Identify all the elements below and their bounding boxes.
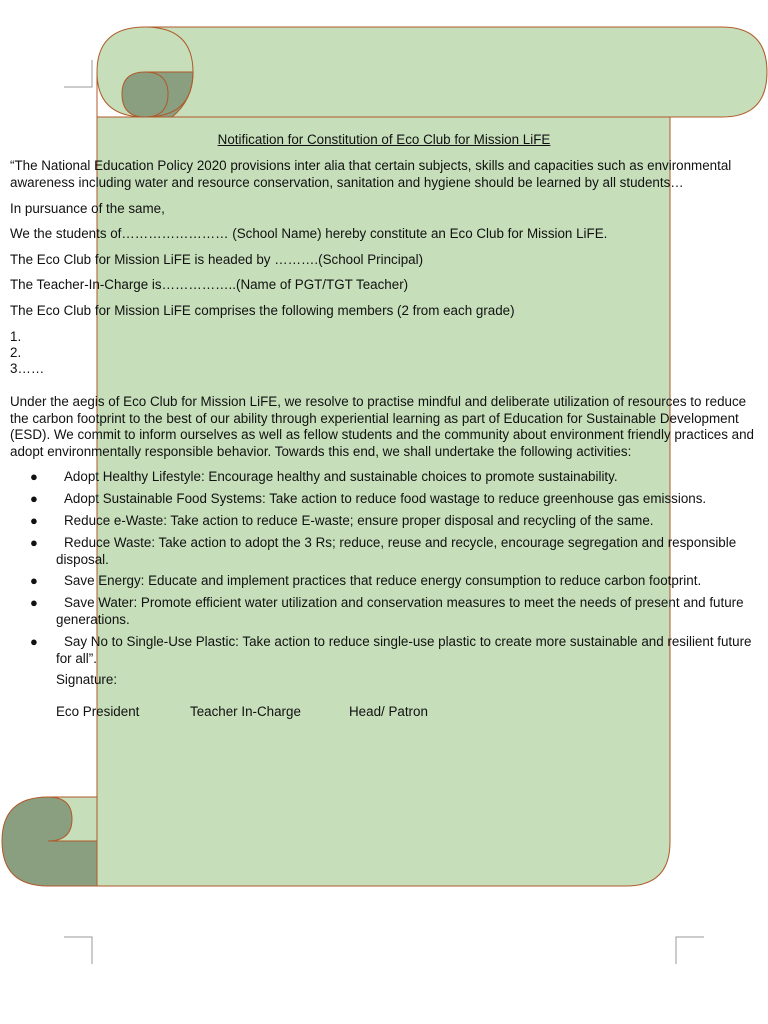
activity-text: Adopt Healthy Lifestyle: Encourage healthy and sustainable choices to promote sustainability. bbox=[64, 469, 618, 484]
constitute-line: We the students of…………………… (School Name) hereby constitute an Eco Club for Mission LiFE. bbox=[10, 226, 608, 241]
teacher-line: The Teacher-In-Charge is……………..(Name of PGT/TGT Teacher) bbox=[10, 277, 409, 292]
aegis-paragraph: Under the aegis of Eco Club for Mission LiFE, we resolve to practise mindful and deliberate utilization of resources to reduce the carbon footprint to the best of our ability through experiential learning as part of Education for Sustainable Development (ESD). We commit to inform ourselves as well as fellow students and the community about environment friendly practices and adopt environmentally responsible behavior. Towards this end, we shall undertake the following activities: bbox=[10, 394, 754, 459]
member-item: 2. bbox=[10, 345, 22, 360]
activity-text: Save Energy: Educate and implement practices that reduce energy consumption to reduce carbon footprint. bbox=[64, 573, 702, 588]
signatory-head-patron: Head/ Patron bbox=[349, 704, 428, 719]
bullet-icon: ● bbox=[30, 469, 38, 484]
bullet-icon: ● bbox=[30, 573, 38, 588]
pursuance-line: In pursuance of the same, bbox=[10, 201, 165, 216]
intro-paragraph: “The National Education Policy 2020 provisions inter alia that certain subjects, skills and capacities such as environmental awareness including water and resource conservation, sanitation and hygiene should be learned by all students… bbox=[10, 158, 732, 190]
document-title: Notification for Constitution of Eco Club for Mission LiFE bbox=[217, 132, 551, 147]
member-item: 1. bbox=[10, 329, 22, 344]
signature-label: Signature: bbox=[56, 672, 118, 687]
activity-text: Save Water: Promote efficient water utilization and conservation measures to meet the needs of present and future generations. bbox=[56, 595, 744, 627]
activity-text: Reduce e-Waste: Take action to reduce E-waste; ensure proper disposal and recycling of the same. bbox=[64, 513, 654, 528]
member-item: 3…… bbox=[10, 361, 45, 376]
headed-by-line: The Eco Club for Mission LiFE is headed by ……….(School Principal) bbox=[10, 252, 424, 267]
bullet-icon: ● bbox=[30, 513, 38, 528]
activity-text: Reduce Waste: Take action to adopt the 3 Rs; reduce, reuse and recycle, encourage segregation and responsible disposal. bbox=[56, 535, 737, 567]
bullet-icon: ● bbox=[30, 535, 38, 550]
activity-text: Adopt Sustainable Food Systems: Take action to reduce food wastage to reduce greenhouse gas emissions. bbox=[64, 491, 707, 506]
bullet-icon: ● bbox=[30, 595, 38, 610]
bullet-icon: ● bbox=[30, 634, 38, 649]
signatory-teacher-in-charge: Teacher In-Charge bbox=[190, 704, 301, 719]
bullet-icon: ● bbox=[30, 491, 38, 506]
members-intro-line: The Eco Club for Mission LiFE comprises the following members (2 from each grade) bbox=[10, 303, 515, 318]
activity-text: Say No to Single-Use Plastic: Take action to reduce single-use plastic to create more sustainable and resilient future for all”. bbox=[56, 634, 752, 666]
signatory-eco-president: Eco President bbox=[56, 704, 140, 719]
